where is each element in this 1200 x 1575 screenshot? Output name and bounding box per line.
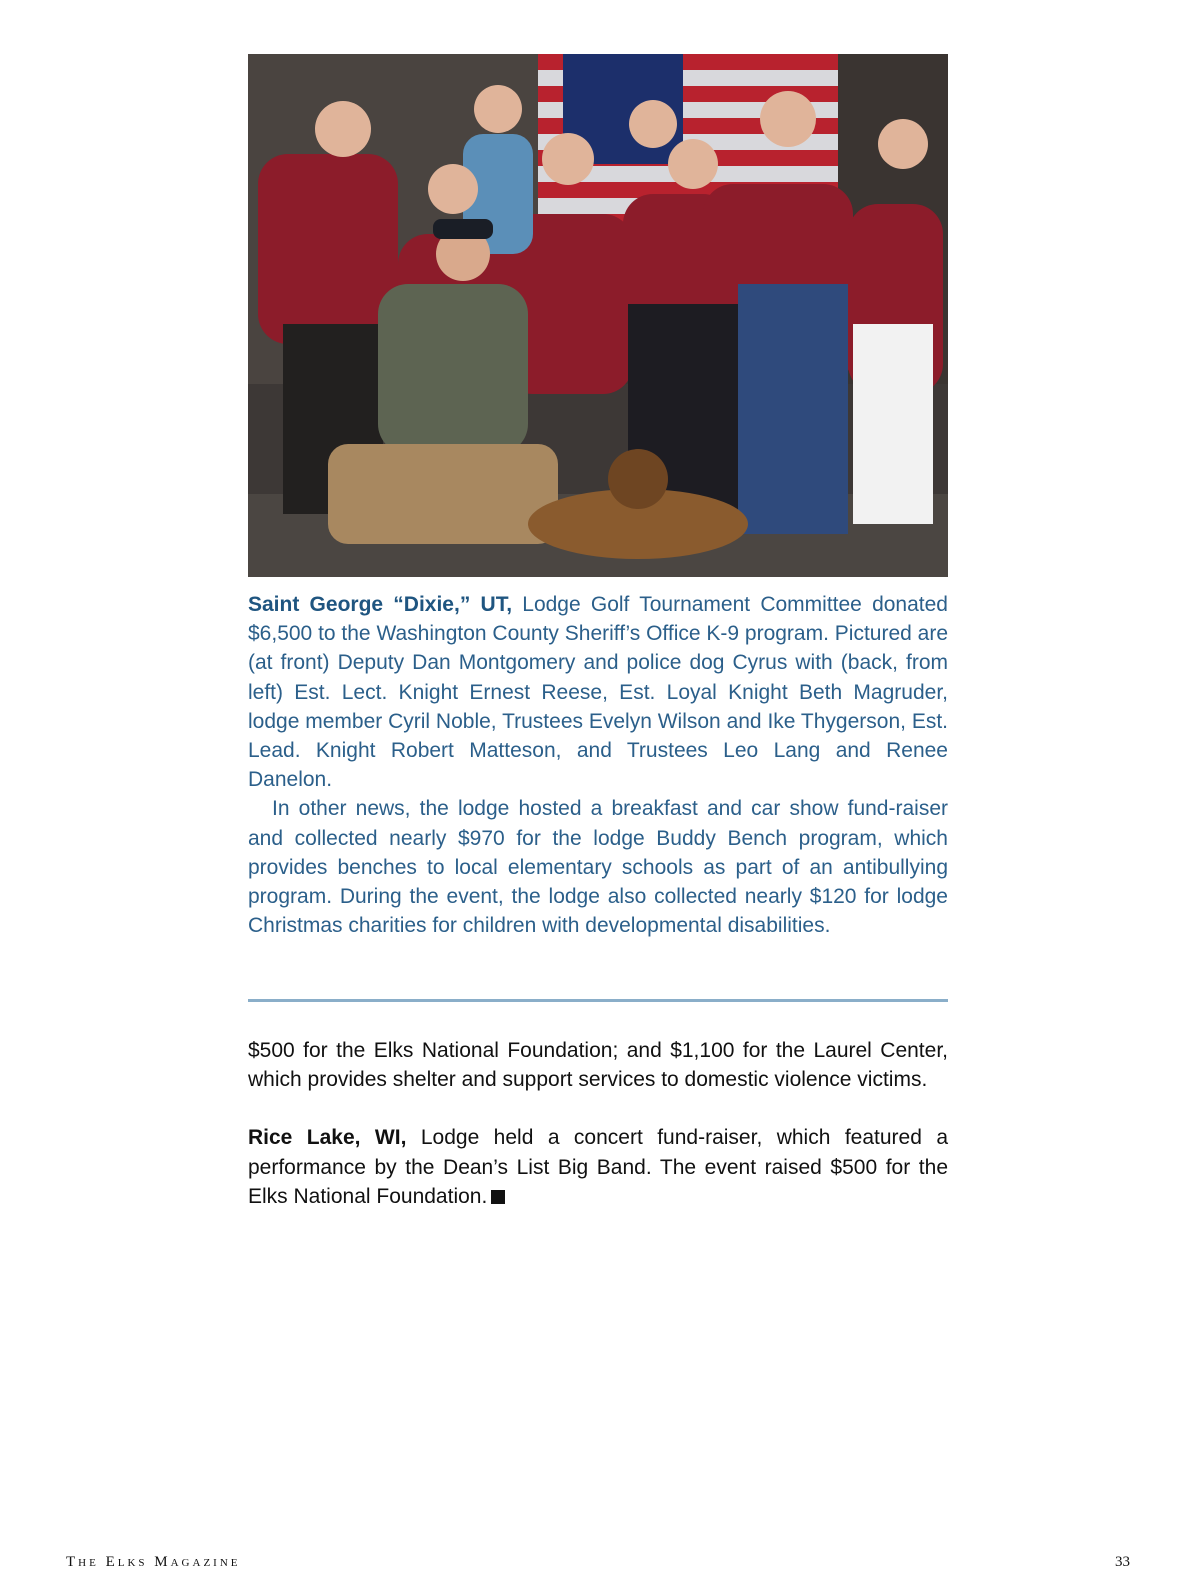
caption-lead: Saint George “Dixie,” UT, — [248, 593, 513, 616]
magazine-title: The Elks Magazine — [66, 1554, 241, 1570]
body-paragraph-2-lead: Rice Lake, WI, — [248, 1126, 407, 1150]
body-paragraph-1: $500 for the Elks National Foundation; and $1,100 for the Laurel Center, which provides shelter and support services to domestic violence victims. — [248, 1039, 948, 1092]
caption-text: Lodge Golf Tournament Committee donated $6,500 to the Washington County Sheriff’s Office K-9 program. Pictured are (at front) Deputy Dan Montgomery and police dog Cyrus with (back, from left) Est. Lect. Knight Ernest Reese, Est. Loyal Knight Beth Magruder, lodge member Cyril Noble, Trustees Evelyn Wilson and Ike Thygerson, Est. Lead. Knight Robert Matteson, and Trustees Leo Lang and Renee Danelon. — [248, 593, 948, 792]
page-number: 33 — [1115, 1554, 1130, 1570]
group-photo — [248, 54, 948, 577]
article-body — [248, 1036, 948, 1211]
caption-paragraph-2: In other news, the lodge hosted a breakfast and car show fund-raiser and collected nearly $970 for the lodge Buddy Bench program, which provides benches to local elementary schools as part of an antibullying program. During the event, the lodge also collected nearly $120 for lodge Christmas charities for children with developmental disabilities. — [248, 797, 948, 938]
body-paragraph-2-text: Lodge held a concert fund-raiser, which featured a performance by the Dean’s List Big Band. The event raised $500 for the Elks National Foundation. — [248, 1126, 948, 1208]
caption-paragraph — [248, 590, 948, 794]
body-paragraph-2 — [248, 1123, 948, 1211]
section-divider — [248, 999, 948, 1002]
photo-caption — [248, 590, 948, 940]
end-of-article-icon — [491, 1190, 505, 1204]
